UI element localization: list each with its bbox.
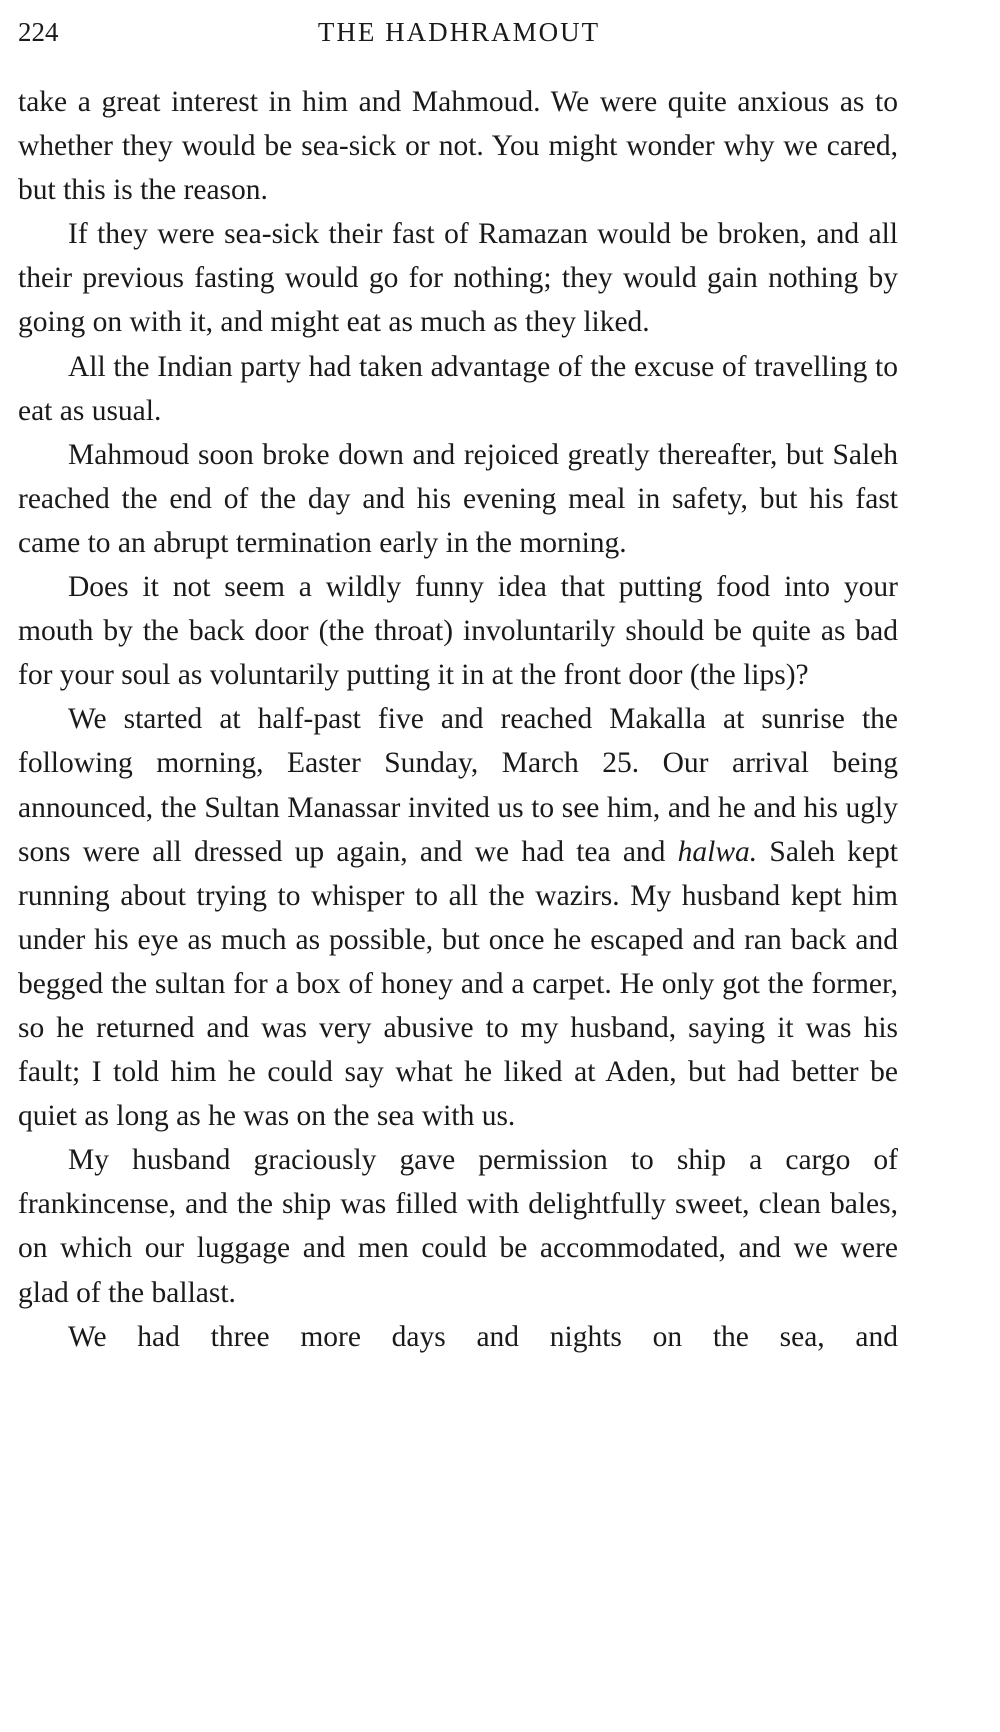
running-head [18, 12, 900, 52]
paragraph-6 [18, 697, 898, 1138]
paragraph-6-text-a: We started at half-past five and reached Makalla at sunrise the following morning, Easter Sunday, March 25. Our arrival being announced, the Sultan Manassar invited us to see him, and he and his ugly sons were all dressed up again, and we had tea and [18, 703, 898, 868]
body-text [18, 80, 898, 1359]
paragraph-1: take a great interest in him and Mahmoud. We were quite anxious as to whether they would be sea-sick or not. You might wonder why we cared, but this is the reason. [18, 86, 898, 207]
paragraph-6-italic-word: halwa. [677, 835, 758, 868]
paragraph-6-text-b: Saleh kept running about trying to whisper to all the wazirs. My husband kept him under his eye as much as possible, but once he escaped and ran back and begged the sultan for a box of honey and a carpet. He only got the former, so he returned and was very abusive to my husband, saying it was his fault; I told him he could say what he liked at Aden, but had better be quiet as long as he was on the sea with us. [18, 835, 898, 1133]
page-number: 224 [18, 17, 59, 47]
paragraph-8: We had three more days and nights on the sea, and [68, 1320, 898, 1353]
paragraph-5: Does it not seem a wildly funny idea that putting food into your mouth by the back door (the throat) involuntarily should be quite as bad for your soul as voluntarily putting it in at the front door (the lips)? [18, 571, 898, 692]
paragraph-7: My husband graciously gave permission to ship a cargo of frankincense, and the ship was filled with delightfully sweet, clean bales, on which our luggage and men could be accommodated, and we were glad of the ballast. [18, 1144, 898, 1309]
paragraph-3: All the Indian party had taken advantage of the excuse of travelling to eat as usual. [18, 350, 898, 427]
paragraph-4: Mahmoud soon broke down and rejoiced greatly thereafter, but Saleh reached the end of the day and his evening meal in safety, but his fast came to an abrupt termination early in the morning. [18, 438, 898, 559]
paragraph-2: If they were sea-sick their fast of Ramazan would be broken, and all their previous fasting would go for nothing; they would gain nothing by going on with it, and might eat as much as they liked. [18, 218, 898, 339]
running-title: THE HADHRAMOUT [317, 17, 601, 47]
